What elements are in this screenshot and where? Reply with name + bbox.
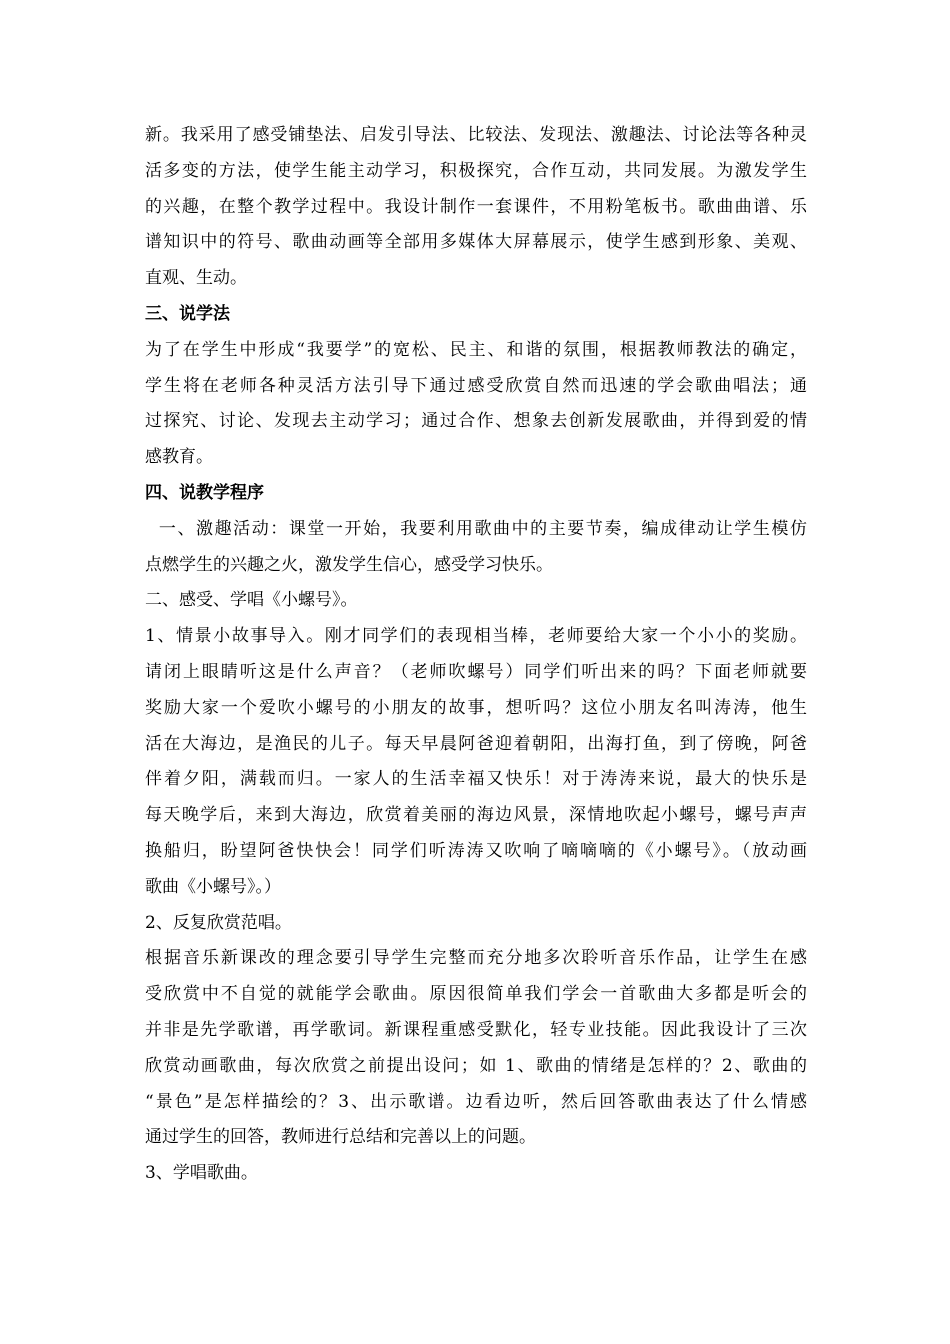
body-line: 歌曲《小螺号》。）: [145, 876, 281, 897]
body-line: 新。我采用了感受铺垫法、启发引导法、比较法、发现法、激趣法、讨论法等各种灵: [145, 125, 807, 145]
section-heading-study-method: 三、说学法: [145, 303, 230, 324]
body-line: 每天晚学后，来到大海边，欣赏着美丽的海边风景，深情地吹起小螺号，螺号声声: [145, 805, 807, 826]
body-line: “景色”是怎样描绘的？3、出示歌谱。边看边听，然后回答歌曲表达了什么情感: [145, 1091, 807, 1112]
body-line: 谱知识中的符号、歌曲动画等全部用多媒体大屏幕展示，使学生感到形象、美观、: [145, 232, 807, 253]
body-line: 二、感受、学唱《小螺号》。: [145, 590, 358, 611]
body-line: 并非是先学歌谱，再学歌词。新课程重感受默化，轻专业技能。因此我设计了三次: [145, 1019, 807, 1040]
body-line: 的兴趣，在整个教学过程中。我设计制作一套课件，不用粉笔板书。歌曲曲谱、乐: [145, 196, 807, 217]
body-line: 一、激趣活动：课堂一开始，我要利用歌曲中的主要节奏，编成律动让学生模仿: [145, 518, 807, 539]
body-line: 3、学唱歌曲。: [145, 1163, 258, 1184]
body-line: 换船归，盼望阿爸快快会！同学们听涛涛又吹响了嘀嘀嘀的《小螺号》。（放动画: [145, 840, 807, 861]
body-line: 过探究、讨论、发现去主动学习；通过合作、想象去创新发展歌曲，并得到爱的情: [145, 411, 807, 432]
document-page: [145, 118, 807, 1192]
body-line: 受欣赏中不自觉的就能学会歌曲。原因很简单我们学会一首歌曲大多都是听会的: [145, 984, 807, 1005]
body-line: 奖励大家一个爱吹小螺号的小朋友的故事，想听吗？这位小朋友名叫涛涛，他生: [145, 697, 807, 718]
body-line: 直观、生动。: [145, 268, 247, 289]
body-line: 点燃学生的兴趣之火，激发学生信心，感受学习快乐。: [145, 554, 553, 575]
body-line: 活多变的方法，使学生能主动学习，积极探究，合作互动，共同发展。为激发学生: [145, 160, 807, 181]
body-line: 活在大海边，是渔民的儿子。每天早晨阿爸迎着朝阳，出海打鱼，到了傍晚，阿爸: [145, 733, 807, 754]
body-line: 1、情景小故事导入。刚才同学们的表现相当棒，老师要给大家一个小小的奖励。: [145, 626, 807, 647]
body-line: 2、反复欣赏范唱。: [145, 912, 292, 933]
body-line: 通过学生的回答，教师进行总结和完善以上的问题。: [145, 1127, 536, 1148]
body-line: 感教育。: [145, 447, 213, 468]
body-line: 请闭上眼睛听这是什么声音？（老师吹螺号）同学们听出来的吗？下面老师就要: [145, 661, 807, 682]
body-line: 伴着夕阳，满载而归。一家人的生活幸福又快乐！对于涛涛来说，最大的快乐是: [145, 769, 807, 790]
section-heading-teaching-procedure: 四、说教学程序: [145, 482, 264, 503]
body-line: 学生将在老师各种灵活方法引导下通过感受欣赏自然而迅速的学会歌曲唱法；通: [145, 375, 807, 396]
body-line: 根据音乐新课改的理念要引导学生完整而充分地多次聆听音乐作品，让学生在感: [145, 948, 807, 969]
body-line: 欣赏动画歌曲，每次欣赏之前提出设问；如 1、歌曲的情绪是怎样的？2、歌曲的: [145, 1055, 807, 1076]
body-line: 为了在学生中形成“我要学”的宽松、民主、和谐的氛围，根据教师教法的确定，: [145, 339, 807, 360]
